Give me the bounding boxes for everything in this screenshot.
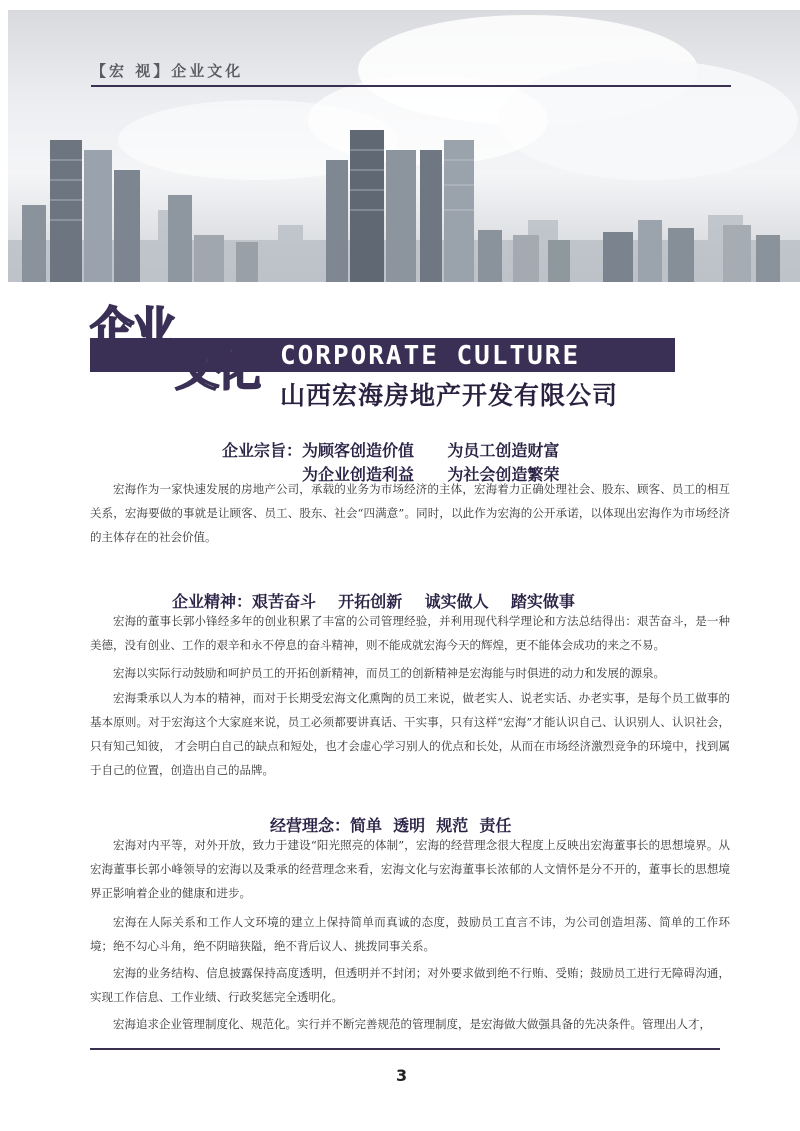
footer-rule: [90, 1048, 720, 1050]
philosophy-paragraph-3: 宏海的业务结构、信息披露保持高度透明，但透明并不封闭；对外要求做到绝不行贿、受贿；鼓励员工进行无障碍沟通，实现工作信息、工作业绩、行政奖惩完全透明化。: [90, 966, 730, 1004]
philosophy-heading: 经营理念：简单 透明 规范 责任: [270, 816, 512, 835]
spirit-paragraph-2: 宏海以实际行动鼓励和呵护员工的开拓创新精神，而员工的创新精神是宏海能与时俱进的动力和发展的源泉。: [113, 666, 665, 680]
purpose-heading-2: 为企业创造利益 为社会创造繁荣: [302, 465, 560, 484]
philosophy-paragraph-4: 宏海追求企业管理制度化、规范化。实行并不断完善规范的管理制度，是宏海做大做强具备的先决条件。管理出人才，: [113, 1017, 711, 1031]
spirit-paragraph-1: 宏海的董事长郭小锋经多年的创业积累了丰富的公司管理经验，并利用现代科学理论和方法总结得出：艰苦奋斗，是一种美德，没有创业、工作的艰辛和永不停息的奋斗精神，则不能成就宏海今天的辉煌，更不能体会成功的来之不易。: [90, 614, 730, 652]
title-block: [80, 298, 700, 410]
spirit-heading: 企业精神：艰苦奋斗 开拓创新 诚实做人 踏实做事: [172, 592, 575, 611]
spirit-paragraph-3: 宏海秉承以人为本的精神，而对于长期受宏海文化熏陶的员工来说，做老实人、说老实话、办老实事，是每个员工做事的基本原则。对于宏海这个大家庭来说，员工必须都要讲真话、干实事，只有这样“宏海”才能认识自己、认识别人、认识社会，只有知己知彼， 才会明白自己的缺点和短处，也才会虚心学习别人的优点和长处，从而在市场经济激烈竞争的环境中，找到属于自己的位置，创造出自己的品牌。: [90, 691, 730, 777]
purpose-heading-1: 企业宗旨：为顾客创造价值 为员工创造财富: [222, 441, 560, 460]
philosophy-paragraph-1: 宏海对内平等，对外开放，致力于建设“阳光照亮的体制”，宏海的经营理念很大程度上反映出宏海董事长的思想境界。从宏海董事长郭小峰领导的宏海以及秉承的经营理念来看，宏海文化与宏海董事长浓郁的人文情怀是分不开的，董事长的思想境界正影响着企业的健康和进步。: [90, 838, 730, 900]
philosophy-paragraph-2: 宏海在人际关系和工作人文环境的建立上保持简单而真诚的态度，鼓励员工直言不讳，为公司创造坦荡、简单的工作环境；绝不勾心斗角，绝不阴暗狭隘，绝不背后议人、挑拨同事关系。: [90, 915, 730, 953]
purpose-paragraph: 宏海作为一家快速发展的房地产公司，承载的业务为市场经济的主体，宏海着力正确处理社会、股东、顾客、员工的相互关系，宏海要做的事就是让顾客、员工、股东、社会“四满意”。同时，以此作为宏海的公开承诺，以体现出宏海作为市场经济的主体存在的社会价值。: [90, 482, 730, 544]
skyline-banner: [8, 10, 800, 282]
title-zh-line2: 文化: [175, 345, 259, 396]
company-name: 山西宏海房地产开发有限公司: [280, 381, 619, 410]
title-zh-line1: 企业: [90, 303, 174, 354]
header-rule: [91, 85, 731, 87]
section-tag: 【宏 视】企业文化: [91, 62, 244, 80]
page-number: 3: [396, 1066, 408, 1085]
title-english: CORPORATE CULTURE: [280, 341, 581, 371]
city-skyline-illustration: [8, 10, 800, 282]
